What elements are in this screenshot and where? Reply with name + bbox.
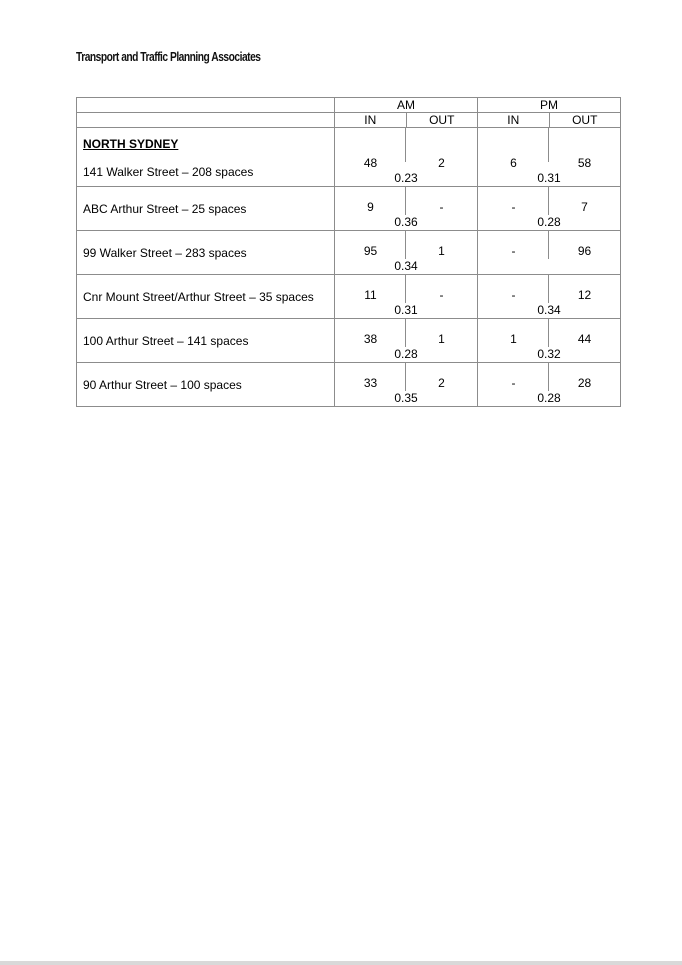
site-label: Cnr Mount Street/Arthur Street – 35 spaces bbox=[83, 289, 314, 304]
pm-in-cell bbox=[478, 128, 561, 187]
pm-in-cell bbox=[478, 187, 561, 231]
pm-out-value: 96 bbox=[577, 244, 592, 258]
table-row bbox=[77, 231, 621, 275]
pm-in-value: - bbox=[511, 288, 516, 302]
am-in-value: 33 bbox=[363, 376, 378, 390]
pm-ratio-value: 0.28 bbox=[537, 215, 561, 229]
am-ratio-value: 0.34 bbox=[394, 259, 418, 273]
site-cell bbox=[77, 319, 335, 363]
region-title: NORTH SYDNEY bbox=[83, 136, 179, 151]
am-out-cell bbox=[406, 231, 478, 275]
pm-in-value: - bbox=[511, 200, 516, 214]
am-out-value: - bbox=[439, 200, 444, 214]
pm-in-value: - bbox=[511, 244, 516, 258]
traffic-generation-table bbox=[76, 97, 621, 407]
table-row bbox=[77, 363, 621, 407]
am-out-cell bbox=[406, 319, 478, 363]
site-label: 141 Walker Street – 208 spaces bbox=[83, 164, 254, 179]
pm-in-header: IN bbox=[478, 113, 550, 128]
site-label: 100 Arthur Street – 141 spaces bbox=[83, 333, 249, 348]
am-in-header: IN bbox=[335, 113, 407, 128]
am-out-value: 1 bbox=[438, 332, 445, 346]
page-bottom-edge bbox=[0, 961, 682, 965]
table-row bbox=[77, 187, 621, 231]
am-header: AM bbox=[335, 98, 478, 113]
table-row bbox=[77, 128, 621, 187]
pm-out-value: 28 bbox=[577, 376, 592, 390]
site-cell bbox=[77, 128, 335, 187]
pm-out-value: 58 bbox=[577, 156, 592, 170]
pm-in-value: 6 bbox=[510, 156, 517, 170]
pm-out-value: 12 bbox=[577, 288, 592, 302]
pm-in-cell bbox=[478, 231, 550, 275]
am-out-cell bbox=[406, 187, 478, 231]
am-out-cell bbox=[406, 363, 478, 407]
pm-in-cell bbox=[478, 319, 561, 363]
am-out-value: 2 bbox=[438, 376, 445, 390]
am-ratio-value: 0.35 bbox=[394, 391, 418, 405]
am-in-cell bbox=[335, 187, 418, 231]
pm-out-cell bbox=[549, 363, 621, 407]
site-cell bbox=[77, 363, 335, 407]
table-row bbox=[77, 275, 621, 319]
pm-out-value: 7 bbox=[581, 200, 588, 214]
pm-out-cell bbox=[549, 231, 621, 275]
am-ratio-value: 0.28 bbox=[394, 347, 418, 361]
am-in-cell bbox=[335, 275, 418, 319]
am-in-cell bbox=[335, 319, 418, 363]
pm-in-cell bbox=[478, 275, 561, 319]
period-header-row bbox=[77, 98, 621, 113]
am-in-value: 95 bbox=[363, 244, 378, 258]
pm-in-value: 1 bbox=[510, 332, 517, 346]
am-in-cell bbox=[335, 128, 418, 187]
am-out-value: 1 bbox=[438, 244, 445, 258]
pm-out-value: 44 bbox=[577, 332, 592, 346]
am-ratio-value: 0.36 bbox=[394, 215, 418, 229]
site-cell bbox=[77, 275, 335, 319]
document-header: Transport and Traffic Planning Associates bbox=[76, 50, 261, 64]
blank-header-cell bbox=[77, 113, 335, 128]
am-out-cell bbox=[406, 275, 478, 319]
pm-out-cell bbox=[549, 319, 621, 363]
blank-header-cell bbox=[77, 98, 335, 113]
pm-in-cell bbox=[478, 363, 561, 407]
site-cell bbox=[77, 187, 335, 231]
am-in-cell bbox=[335, 231, 418, 275]
site-cell bbox=[77, 231, 335, 275]
pm-ratio-value: 0.31 bbox=[537, 171, 561, 185]
pm-out-cell bbox=[549, 275, 621, 319]
am-in-cell bbox=[335, 363, 418, 407]
am-ratio-value: 0.23 bbox=[394, 171, 418, 185]
direction-header-row bbox=[77, 113, 621, 128]
am-out-header: OUT bbox=[406, 113, 478, 128]
am-out-value: 2 bbox=[438, 156, 445, 170]
am-in-value: 48 bbox=[363, 156, 378, 170]
pm-out-cell bbox=[549, 128, 621, 187]
site-label: ABC Arthur Street – 25 spaces bbox=[83, 201, 247, 216]
pm-ratio-value: 0.34 bbox=[537, 303, 561, 317]
pm-out-cell bbox=[549, 187, 621, 231]
am-out-value: - bbox=[439, 288, 444, 302]
site-label: 90 Arthur Street – 100 spaces bbox=[83, 377, 242, 392]
pm-header: PM bbox=[478, 98, 621, 113]
am-in-value: 9 bbox=[367, 200, 374, 214]
am-out-cell bbox=[406, 128, 478, 187]
am-in-value: 38 bbox=[363, 332, 378, 346]
am-ratio-value: 0.31 bbox=[394, 303, 418, 317]
am-in-value: 11 bbox=[364, 288, 377, 302]
pm-ratio-value: 0.32 bbox=[537, 347, 561, 361]
pm-in-value: - bbox=[511, 376, 516, 390]
table-row bbox=[77, 319, 621, 363]
pm-out-header: OUT bbox=[549, 113, 621, 128]
site-label: 99 Walker Street – 283 spaces bbox=[83, 245, 247, 260]
pm-ratio-value: 0.28 bbox=[537, 391, 561, 405]
